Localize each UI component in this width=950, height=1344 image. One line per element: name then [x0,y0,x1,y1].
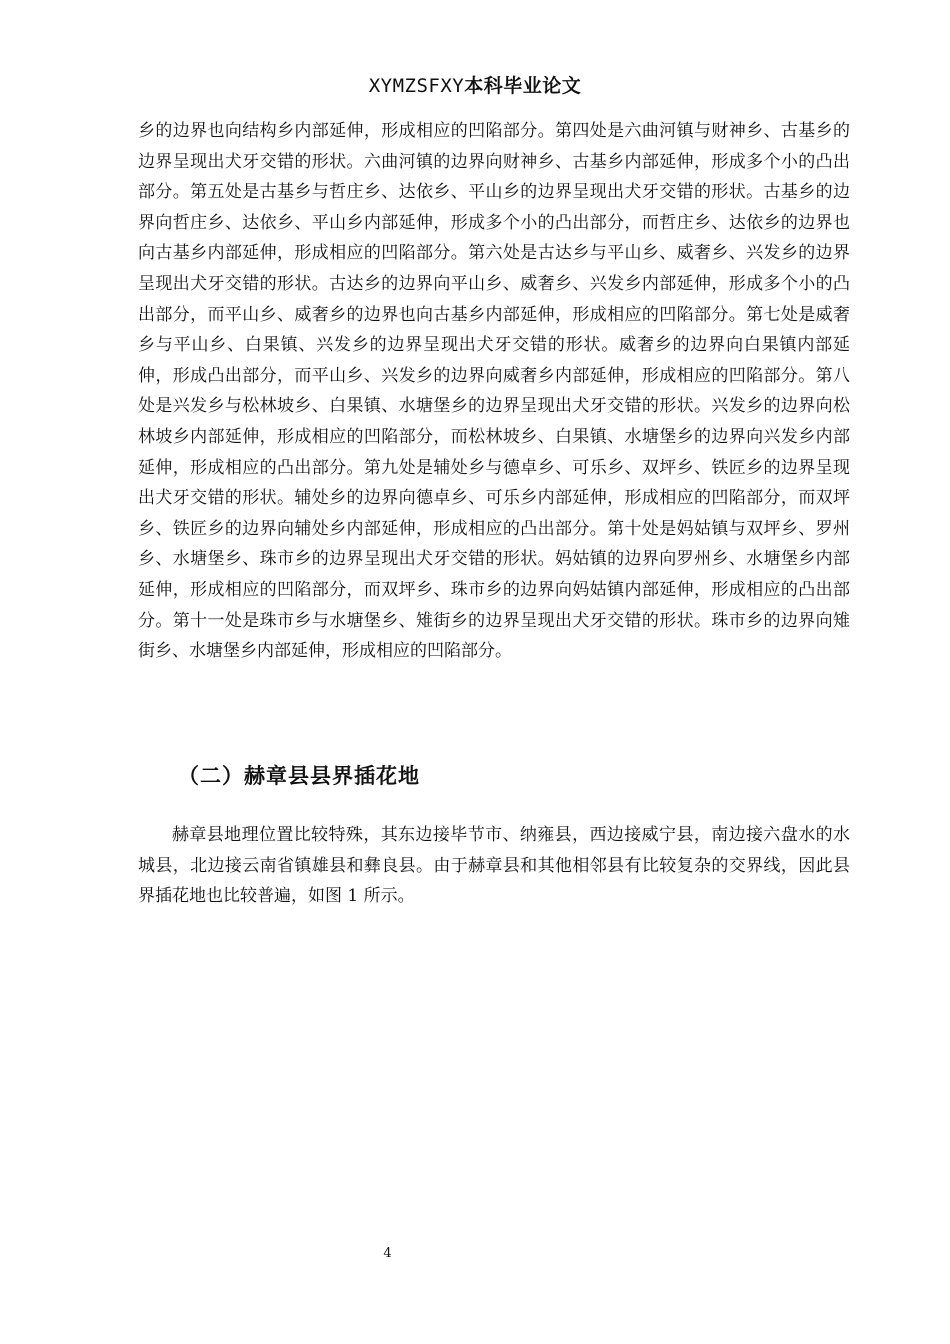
page-header [0,72,950,99]
header-code: XYMZSFXY [368,75,465,97]
body-paragraph-2: 赫章县地理位置比较特殊，其东边接毕节市、纳雍县，西边接威宁县，南边接六盘水的水城县，北边接云南省镇雄县和彝良县。由于赫章县和其他相邻县有比较复杂的交界线，因此县界插花地也比较普遍，如图 1 所示。 [138,825,850,907]
section-heading: （二）赫章县县界插花地 [178,764,420,788]
body-paragraph-1: 乡的边界也向结构乡内部延伸，形成相应的凹陷部分。第四处是六曲河镇与财神乡、古基乡的边界呈现出犬牙交错的形状。六曲河镇的边界向财神乡、古基乡内部延伸，形成多个小的凸出部分。第五处是古基乡与哲庄乡、达依乡、平山乡的边界呈现出犬牙交错的形状。古基乡的边界向哲庄乡、达依乡、平山乡内部延伸，形成多个小的凸出部分，而哲庄乡、达依乡的边界也向古基乡内部延伸，形成相应的凹陷部分。第六处是古达乡与平山乡、威奢乡、兴发乡的边界呈现出犬牙交错的形状。古达乡的边界向平山乡、威奢乡、兴发乡内部延伸，形成多个小的凸出部分，而平山乡、威奢乡的边界也向古基乡内部延伸，形成相应的凹陷部分。第七处是威奢乡与平山乡、白果镇、兴发乡的边界呈现出犬牙交错的形状。威奢乡的边界向白果镇内部延伸，形成凸出部分，而平山乡、兴发乡的边界向威奢乡内部延伸，形成相应的凹陷部分。第八处是兴发乡与松林坡乡、白果镇、水塘堡乡的边界呈现出犬牙交错的形状。兴发乡的边界向松林坡乡内部延伸，形成相应的凹陷部分，而松林坡乡、白果镇、水塘堡乡的边界向兴发乡内部延伸，形成相应的凸出部分。第九处是辅处乡与德卓乡、可乐乡、双坪乡、铁匠乡的边界呈现出犬牙交错的形状。辅处乡的边界向德卓乡、可乐乡内部延伸，形成相应的凹陷部分，而双坪乡、铁匠乡的边界向辅处乡内部延伸，形成相应的凸出部分。第十处是妈姑镇与双坪乡、罗州乡、水塘堡乡、珠市乡的边界呈现出犬牙交错的形状。妈姑镇的边界向罗州乡、水塘堡乡内部延伸，形成相应的凹陷部分，而双坪乡、珠市乡的边界向妈姑镇内部延伸，形成相应的凸出部分。第十一处是珠市乡与水塘堡乡、雉街乡的边界呈现出犬牙交错的形状。珠市乡的边界向雉街乡、水塘堡乡内部延伸，形成相应的凹陷部分。 [138,121,850,662]
header-label: 本科毕业论文 [464,75,582,97]
page-number: 4 [383,1246,392,1261]
